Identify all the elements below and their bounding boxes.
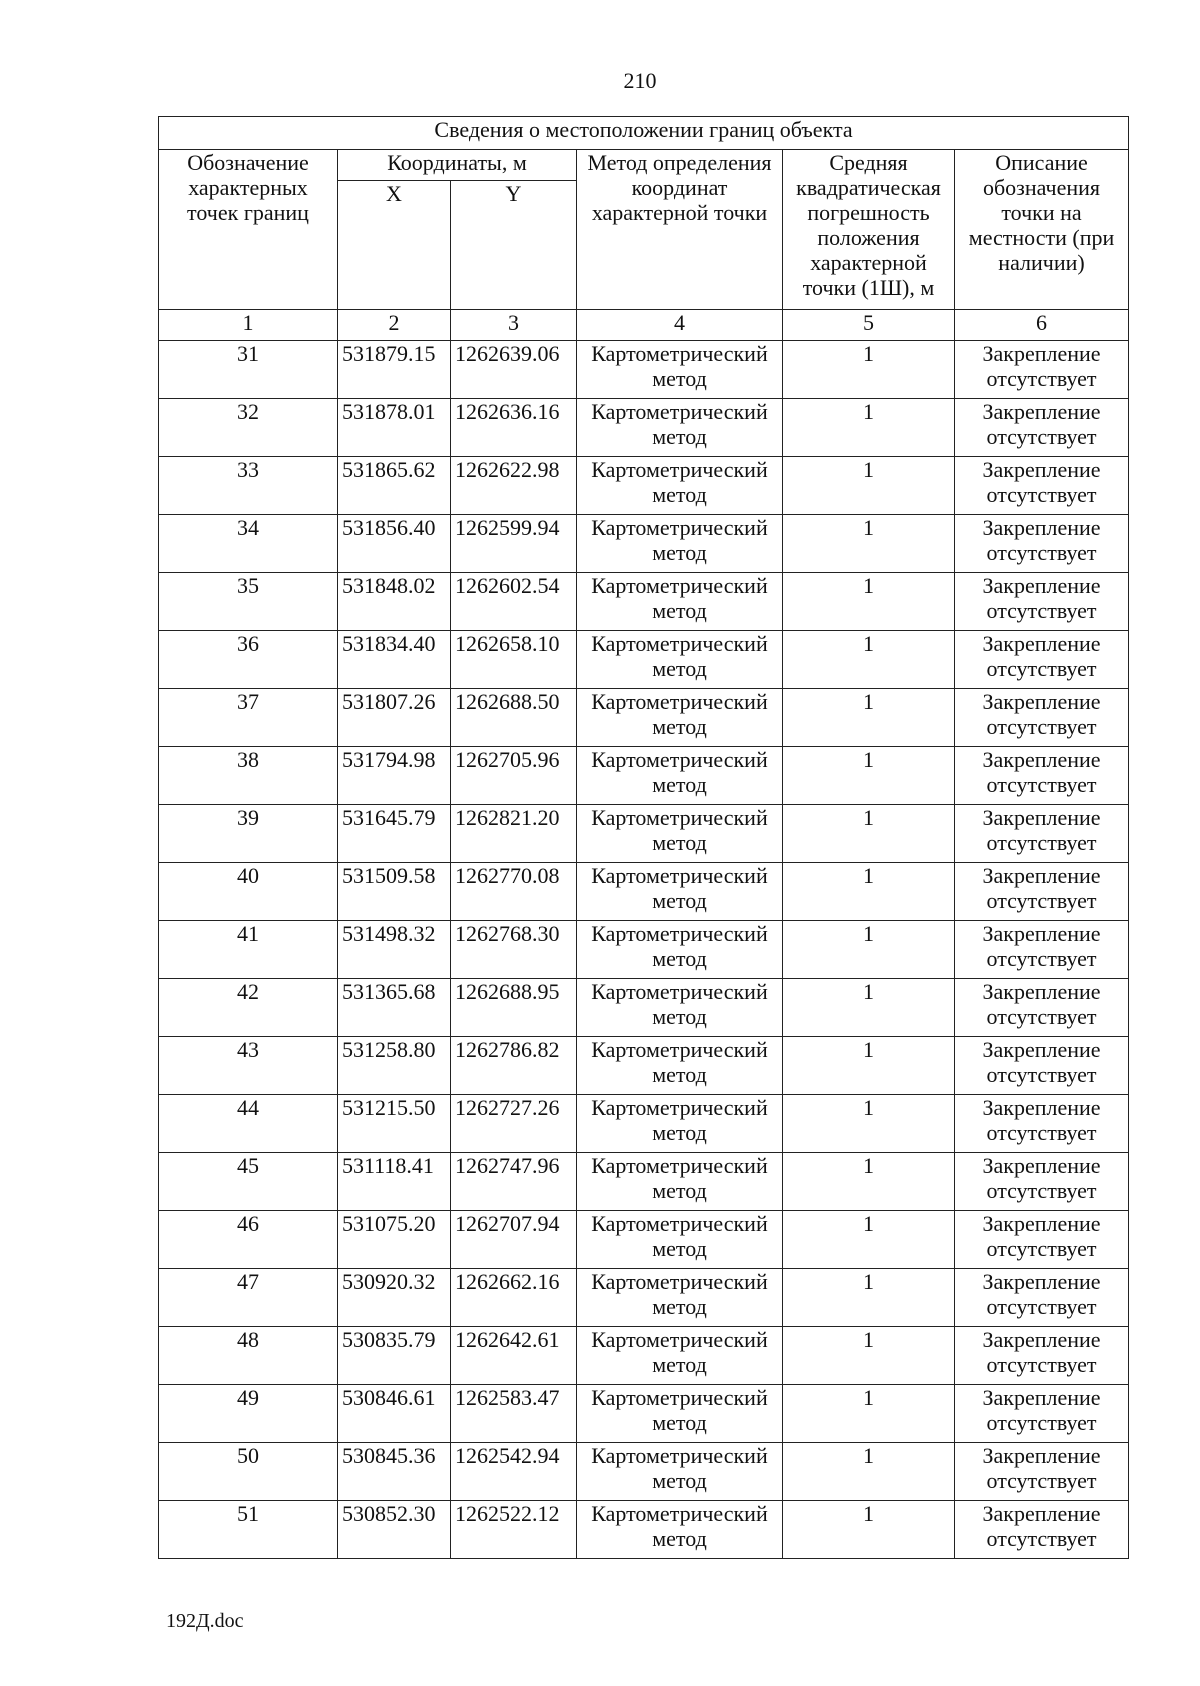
column-number: 3	[451, 310, 577, 341]
column-number: 4	[577, 310, 783, 341]
cell-error: 1	[783, 1327, 955, 1385]
table-row	[159, 921, 1129, 979]
cell-point: 42	[159, 979, 338, 1037]
cell-x: 531794.98	[338, 747, 451, 805]
cell-point: 48	[159, 1327, 338, 1385]
cell-description: Закрепление отсутствует	[955, 1037, 1129, 1095]
column-number: 1	[159, 310, 338, 341]
cell-error: 1	[783, 921, 955, 979]
cell-point: 45	[159, 1153, 338, 1211]
table-row	[159, 1327, 1129, 1385]
cell-point: 44	[159, 1095, 338, 1153]
cell-description: Закрепление отсутствует	[955, 341, 1129, 399]
cell-y: 1262636.16	[451, 399, 577, 457]
cell-method: Картометрический метод	[577, 515, 783, 573]
cell-y: 1262642.61	[451, 1327, 577, 1385]
cell-description: Закрепление отсутствует	[955, 1211, 1129, 1269]
cell-y: 1262705.96	[451, 747, 577, 805]
cell-x: 531878.01	[338, 399, 451, 457]
cell-description: Закрепление отсутствует	[955, 631, 1129, 689]
cell-description: Закрепление отсутствует	[955, 573, 1129, 631]
cell-y: 1262727.26	[451, 1095, 577, 1153]
cell-description: Закрепление отсутствует	[955, 1501, 1129, 1559]
cell-method: Картометрический метод	[577, 979, 783, 1037]
footer-file-name: 192Д.doc	[166, 1610, 244, 1632]
cell-point: 36	[159, 631, 338, 689]
header-error: Средняя квадратическая погрешность положения характерной точки (1Ш), м	[783, 150, 955, 310]
cell-description: Закрепление отсутствует	[955, 1095, 1129, 1153]
cell-error: 1	[783, 747, 955, 805]
cell-point: 47	[159, 1269, 338, 1327]
table-row	[159, 1269, 1129, 1327]
cell-y: 1262821.20	[451, 805, 577, 863]
table-caption-row	[159, 117, 1129, 150]
cell-method: Картометрический метод	[577, 341, 783, 399]
table-row	[159, 1211, 1129, 1269]
cell-x: 531865.62	[338, 457, 451, 515]
cell-method: Картометрический метод	[577, 1211, 783, 1269]
cell-description: Закрепление отсутствует	[955, 399, 1129, 457]
cell-x: 531215.50	[338, 1095, 451, 1153]
cell-point: 33	[159, 457, 338, 515]
cell-error: 1	[783, 689, 955, 747]
table-row	[159, 341, 1129, 399]
table-row	[159, 399, 1129, 457]
cell-error: 1	[783, 1269, 955, 1327]
table-row	[159, 1501, 1129, 1559]
cell-method: Картометрический метод	[577, 863, 783, 921]
cell-method: Картометрический метод	[577, 1327, 783, 1385]
cell-method: Картометрический метод	[577, 1269, 783, 1327]
cell-y: 1262662.16	[451, 1269, 577, 1327]
cell-point: 50	[159, 1443, 338, 1501]
cell-point: 43	[159, 1037, 338, 1095]
header-x: X	[338, 181, 451, 310]
table-row	[159, 631, 1129, 689]
cell-error: 1	[783, 573, 955, 631]
boundary-coordinates-table	[158, 116, 1129, 1559]
cell-x: 531075.20	[338, 1211, 451, 1269]
cell-x: 531365.68	[338, 979, 451, 1037]
cell-y: 1262707.94	[451, 1211, 577, 1269]
header-point: Обозначение характерных точек границ	[159, 150, 338, 310]
cell-x: 530852.30	[338, 1501, 451, 1559]
cell-y: 1262768.30	[451, 921, 577, 979]
column-numbers-row	[159, 310, 1129, 341]
header-description: Описание обозначения точки на местности (при наличии)	[955, 150, 1129, 310]
cell-method: Картометрический метод	[577, 921, 783, 979]
cell-error: 1	[783, 1153, 955, 1211]
header-coordinates: Координаты, м	[338, 150, 577, 181]
cell-error: 1	[783, 515, 955, 573]
cell-description: Закрепление отсутствует	[955, 1269, 1129, 1327]
cell-y: 1262542.94	[451, 1443, 577, 1501]
cell-error: 1	[783, 1385, 955, 1443]
cell-point: 51	[159, 1501, 338, 1559]
cell-description: Закрепление отсутствует	[955, 863, 1129, 921]
column-number: 5	[783, 310, 955, 341]
table-row	[159, 1443, 1129, 1501]
cell-description: Закрепление отсутствует	[955, 1385, 1129, 1443]
cell-point: 34	[159, 515, 338, 573]
header-y: Y	[451, 181, 577, 310]
cell-error: 1	[783, 979, 955, 1037]
cell-x: 531848.02	[338, 573, 451, 631]
page-number: 210	[623, 68, 657, 93]
cell-x: 531498.32	[338, 921, 451, 979]
table-row	[159, 515, 1129, 573]
cell-x: 531856.40	[338, 515, 451, 573]
header-row	[159, 150, 1129, 181]
table-row	[159, 1037, 1129, 1095]
cell-point: 41	[159, 921, 338, 979]
cell-description: Закрепление отсутствует	[955, 921, 1129, 979]
cell-description: Закрепление отсутствует	[955, 457, 1129, 515]
table-row	[159, 747, 1129, 805]
cell-y: 1262658.10	[451, 631, 577, 689]
cell-method: Картометрический метод	[577, 631, 783, 689]
cell-description: Закрепление отсутствует	[955, 747, 1129, 805]
cell-x: 531118.41	[338, 1153, 451, 1211]
cell-y: 1262688.95	[451, 979, 577, 1037]
cell-x: 530846.61	[338, 1385, 451, 1443]
cell-x: 531834.40	[338, 631, 451, 689]
cell-x: 530845.36	[338, 1443, 451, 1501]
cell-x: 531879.15	[338, 341, 451, 399]
cell-method: Картометрический метод	[577, 1501, 783, 1559]
column-number: 2	[338, 310, 451, 341]
cell-y: 1262786.82	[451, 1037, 577, 1095]
cell-method: Картометрический метод	[577, 747, 783, 805]
cell-error: 1	[783, 863, 955, 921]
cell-y: 1262688.50	[451, 689, 577, 747]
cell-description: Закрепление отсутствует	[955, 805, 1129, 863]
cell-description: Закрепление отсутствует	[955, 515, 1129, 573]
cell-method: Картометрический метод	[577, 1385, 783, 1443]
table-row	[159, 689, 1129, 747]
cell-x: 531807.26	[338, 689, 451, 747]
cell-x: 531258.80	[338, 1037, 451, 1095]
table-row	[159, 1153, 1129, 1211]
cell-method: Картометрический метод	[577, 1153, 783, 1211]
table-row	[159, 805, 1129, 863]
cell-y: 1262622.98	[451, 457, 577, 515]
cell-method: Картометрический метод	[577, 689, 783, 747]
cell-description: Закрепление отсутствует	[955, 979, 1129, 1037]
cell-x: 530835.79	[338, 1327, 451, 1385]
table-caption: Сведения о местоположении границ объекта	[159, 117, 1129, 150]
cell-method: Картометрический метод	[577, 1037, 783, 1095]
cell-point: 40	[159, 863, 338, 921]
cell-point: 32	[159, 399, 338, 457]
cell-error: 1	[783, 1443, 955, 1501]
cell-error: 1	[783, 1211, 955, 1269]
cell-description: Закрепление отсутствует	[955, 1153, 1129, 1211]
cell-point: 49	[159, 1385, 338, 1443]
cell-error: 1	[783, 1501, 955, 1559]
cell-error: 1	[783, 1037, 955, 1095]
cell-method: Картометрический метод	[577, 573, 783, 631]
cell-point: 37	[159, 689, 338, 747]
table-row	[159, 573, 1129, 631]
table-row	[159, 457, 1129, 515]
cell-error: 1	[783, 805, 955, 863]
cell-method: Картометрический метод	[577, 1443, 783, 1501]
cell-y: 1262599.94	[451, 515, 577, 573]
cell-x: 531645.79	[338, 805, 451, 863]
cell-method: Картометрический метод	[577, 1095, 783, 1153]
cell-point: 31	[159, 341, 338, 399]
cell-y: 1262602.54	[451, 573, 577, 631]
table-row	[159, 979, 1129, 1037]
cell-y: 1262747.96	[451, 1153, 577, 1211]
cell-point: 35	[159, 573, 338, 631]
cell-y: 1262770.08	[451, 863, 577, 921]
header-method: Метод определения координат характерной точки	[577, 150, 783, 310]
cell-point: 38	[159, 747, 338, 805]
cell-description: Закрепление отсутствует	[955, 1443, 1129, 1501]
cell-point: 46	[159, 1211, 338, 1269]
cell-error: 1	[783, 399, 955, 457]
cell-method: Картометрический метод	[577, 805, 783, 863]
cell-description: Закрепление отсутствует	[955, 1327, 1129, 1385]
cell-error: 1	[783, 1095, 955, 1153]
table-row	[159, 1095, 1129, 1153]
cell-point: 39	[159, 805, 338, 863]
cell-method: Картометрический метод	[577, 457, 783, 515]
cell-error: 1	[783, 457, 955, 515]
cell-error: 1	[783, 341, 955, 399]
cell-y: 1262522.12	[451, 1501, 577, 1559]
cell-x: 530920.32	[338, 1269, 451, 1327]
cell-y: 1262639.06	[451, 341, 577, 399]
cell-description: Закрепление отсутствует	[955, 689, 1129, 747]
cell-error: 1	[783, 631, 955, 689]
column-number: 6	[955, 310, 1129, 341]
cell-y: 1262583.47	[451, 1385, 577, 1443]
table-row	[159, 1385, 1129, 1443]
table-row	[159, 863, 1129, 921]
cell-method: Картометрический метод	[577, 399, 783, 457]
cell-x: 531509.58	[338, 863, 451, 921]
